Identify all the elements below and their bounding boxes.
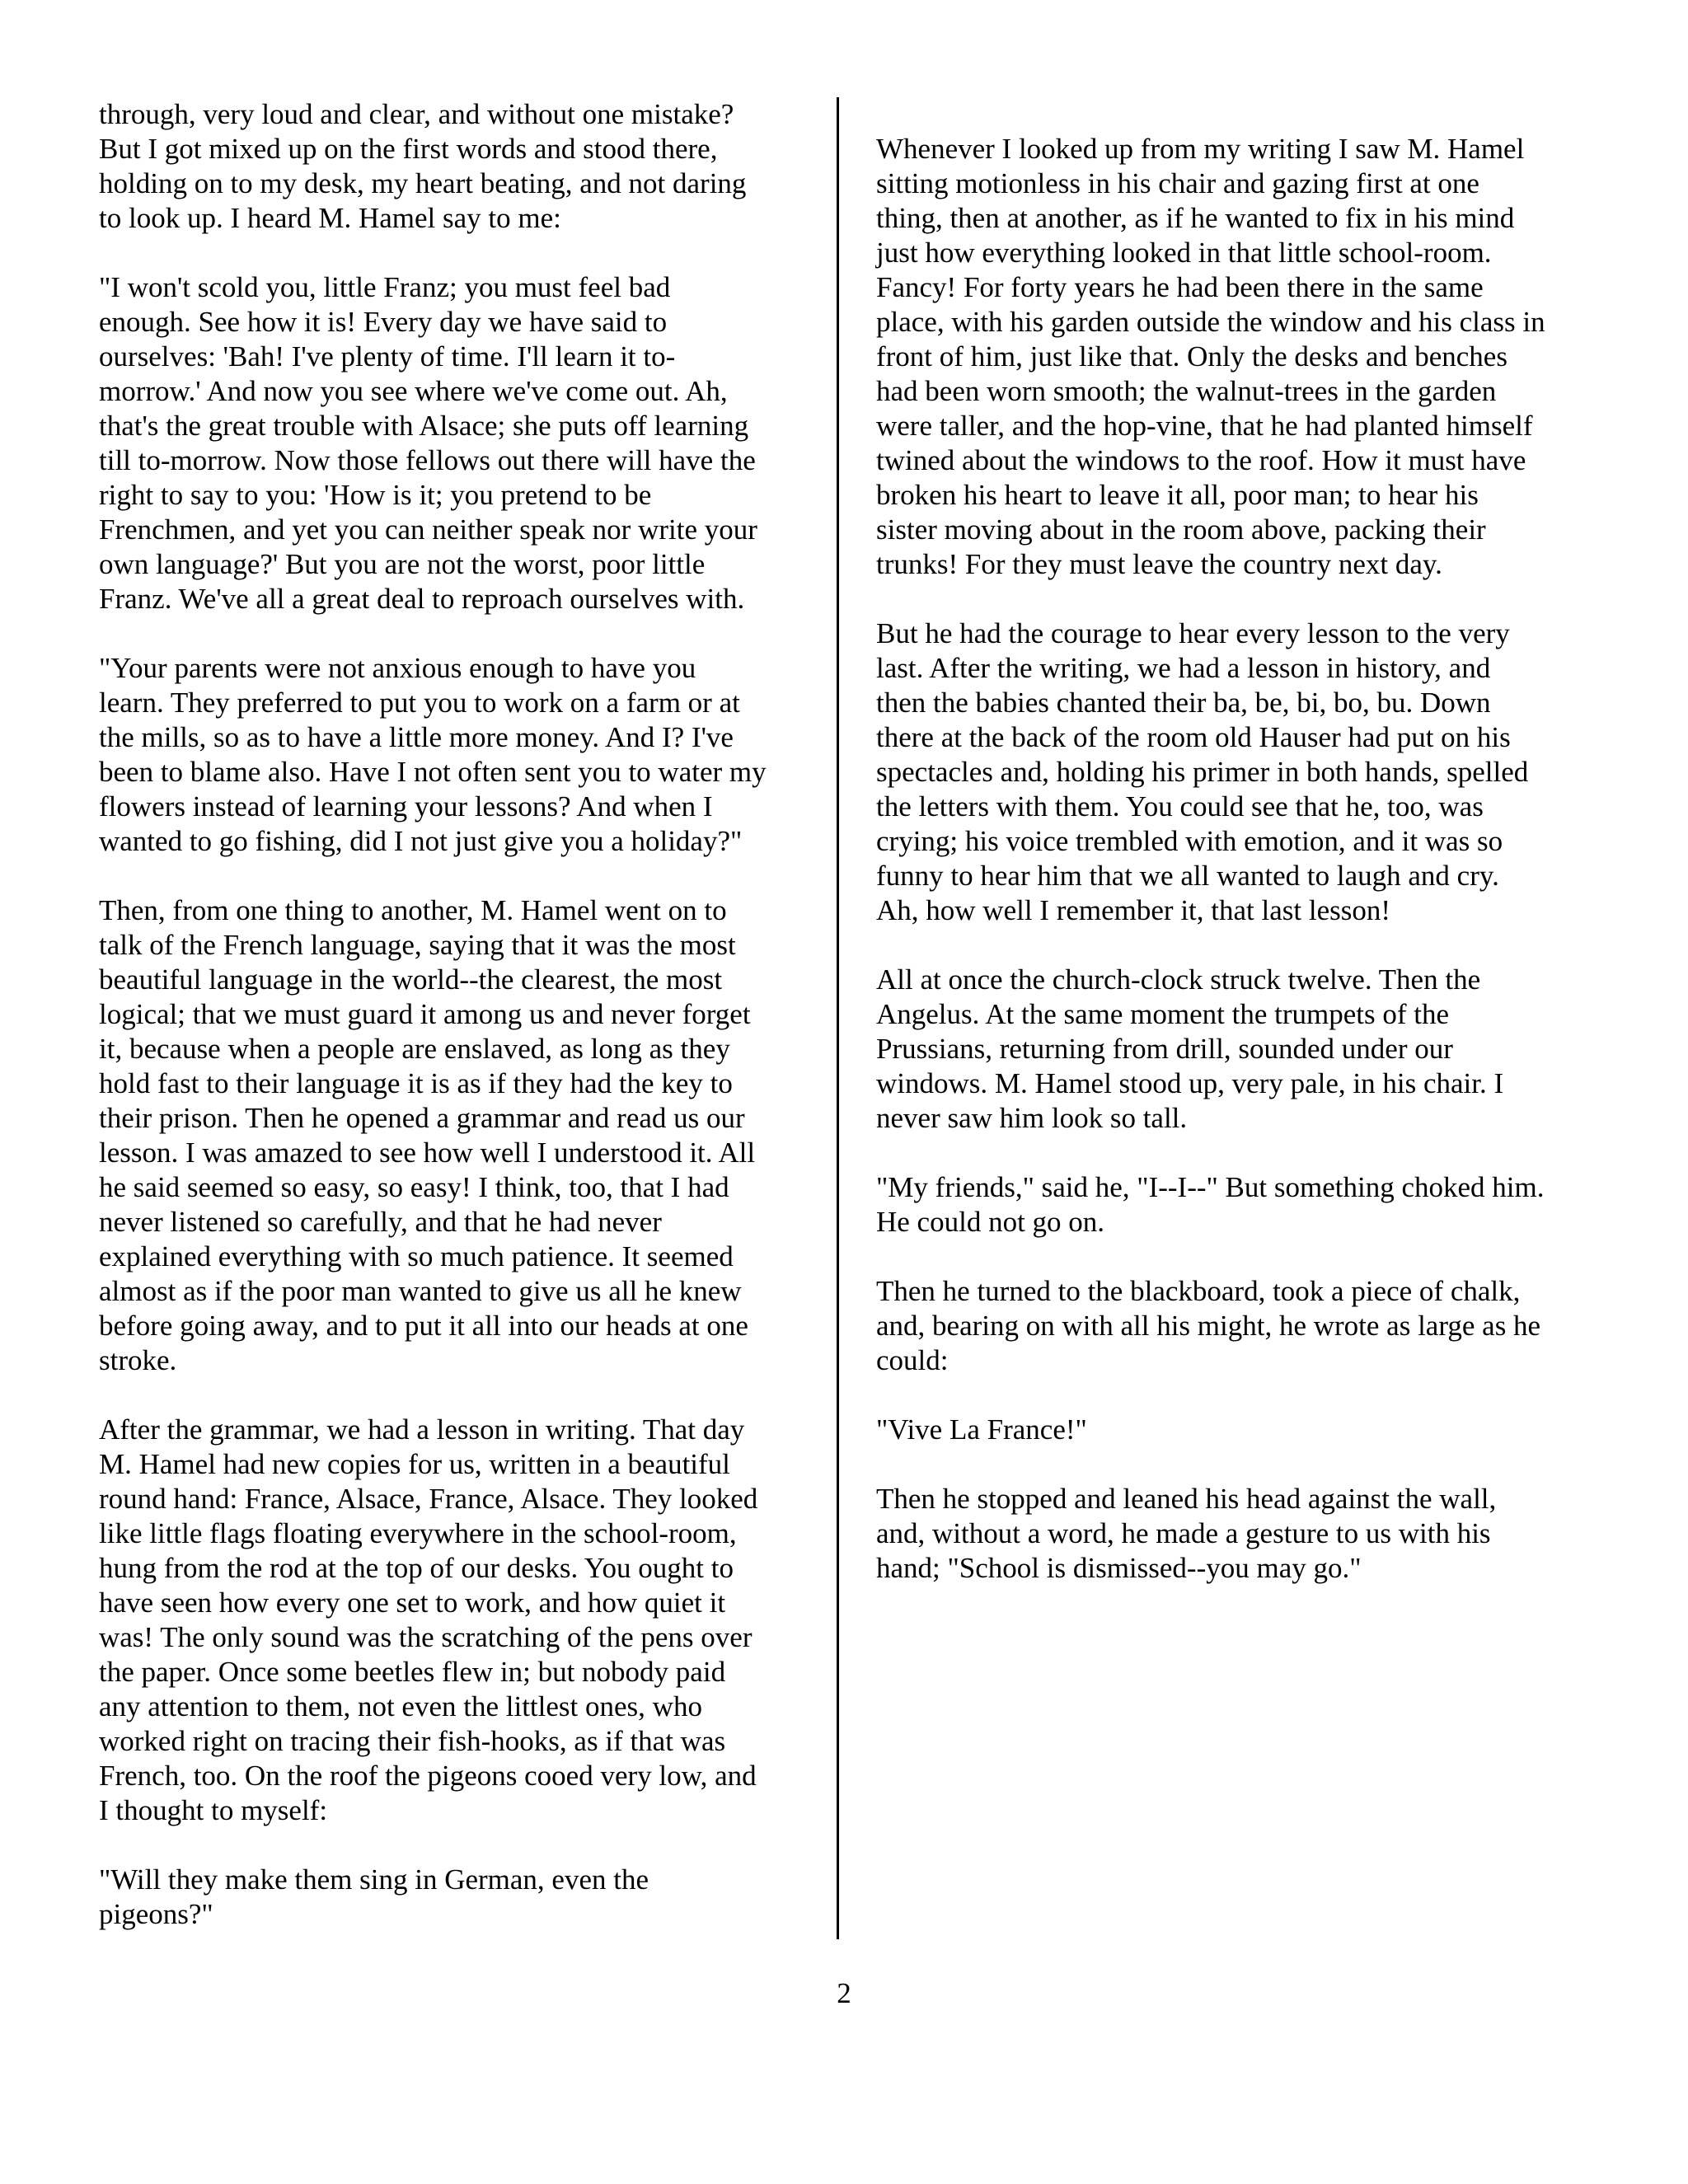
- paragraph: But he had the courage to hear every lesson to the very last. After the writing, we had a lesson in history, and then the babies chanted their ba, be, bi, bo, bu. Down there at the back of the room old Hauser had put on his spectacles and, holding his primer in both hands, spelled the letters with them. You could see that he, too, was crying; his voice trembled with emotion, and it was so funny to hear him that we all wanted to laugh and cry. Ah, how well I remember it, that last lesson!: [876, 617, 1529, 926]
- column-divider: [837, 97, 839, 1939]
- paragraph: "Vive La France!": [876, 1413, 1087, 1446]
- paragraph: "Your parents were not anxious enough to have you learn. They preferred to put you to work on a farm or at the mills, so as to have a little more money. And I? I've been to blame also. Have I not often sent you to water my flowers instead of learning your lessons? And when I wanted to go fishing, did I not just give you a holiday?": [99, 652, 767, 857]
- paragraph: All at once the church-clock struck twelve. Then the Angelus. At the same moment the trumpets of the Prussians, returning from drill, sounded under our windows. M. Hamel stood up, very pale, in his chair. I never saw him look so tall.: [876, 963, 1504, 1134]
- paragraph: through, very loud and clear, and without one mistake? But I got mixed up on the first words and stood there, holding on to my desk, my heart beating, and not daring to look up. I heard M. Hamel say to me:: [99, 98, 747, 234]
- paragraph: "I won't scold you, little Franz; you must feel bad enough. See how it is! Every day we have said to ourselves: 'Bah! I've plenty of time. I'll learn it to- morrow.' And now you see where we've come out. Ah, that's the great trouble with Alsace; she puts off learning till to-morrow. Now those fellows out there will have the right to say to you: 'How is it; you pretend to be Frenchmen, and yet you can neither speak nor write your own language?' But you are not the worst, poor little Franz. We've all a great deal to reproach ourselves with.: [99, 271, 757, 615]
- paragraph: Then he stopped and leaned his head against the wall, and, without a word, he made a gesture to us with his hand; "School is dismissed--you may go.": [876, 1483, 1497, 1584]
- paragraph: Then he turned to the blackboard, took a piece of chalk, and, bearing on with all his might, he wrote as large as he could:: [876, 1275, 1541, 1376]
- paragraph: Then, from one thing to another, M. Hamel went on to talk of the French language, saying that it was the most beautiful language in the world--the clearest, the most logical; that we must guard it among us and never forget it, because when a people are enslaved, as long as they hold fast to their language it is as if they had the key to their prison. Then he opened a grammar and read us our lesson. I was amazed to see how well I understood it. All he said seemed so easy, so easy! I think, too, that I had never listened so carefully, and that he had never explained everything with so much patience. It seemed almost as if the poor man wanted to give us all he knew before going away, and to put it all into our heads at one stroke.: [99, 894, 756, 1376]
- paragraph: "My friends," said he, "I--I--" But something choked him. He could not go on.: [876, 1171, 1545, 1238]
- left-column: [99, 97, 816, 1966]
- page-number: 2: [837, 1977, 851, 2009]
- paragraph: After the grammar, we had a lesson in writing. That day M. Hamel had new copies for us, written in a beautiful round hand: France, Alsace, France, Alsace. They looked like little flags floating everywhere in the school-room, hung from the rod at the top of our desks. You ought to have seen how every one set to work, and how quiet it was! The only sound was the scratching of the pens over the paper. Once some beetles flew in; but nobody paid any attention to them, not even the littlest ones, who worked right on tracing their fish-hooks, as if that was French, too. On the roof the pigeons cooed very low, and I thought to myself:: [99, 1413, 758, 1826]
- paragraph: "Will they make them sing in German, even the pigeons?": [99, 1863, 649, 1930]
- paragraph: Whenever I looked up from my writing I saw M. Hamel sitting motionless in his chair and gazing first at one thing, then at another, as if he wanted to fix in his mind just how everything looked in that little school-room. Fancy! For forty years he had been there in the same place, with his garden outside the window and his class in front of him, just like that. Only the desks and benches had been worn smooth; the walnut-trees in the garden were taller, and the hop-vine, that he had planted himself twined about the windows to the roof. How it must have broken his heart to leave it all, poor man; to hear his sister moving about in the room above, packing their trunks! For they must leave the country next day.: [876, 133, 1545, 580]
- right-column: [876, 132, 1593, 1620]
